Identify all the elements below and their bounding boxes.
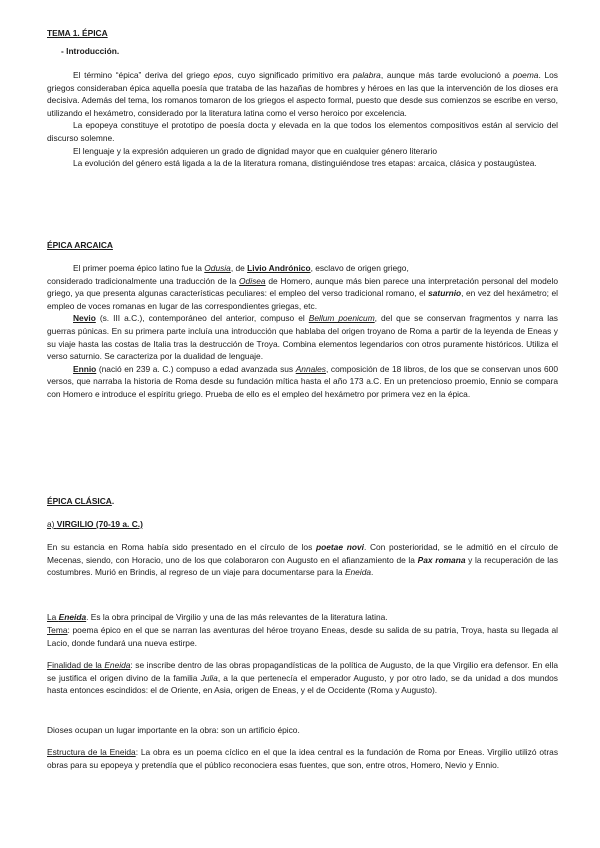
intro-paragraph-4: La evolución del género está ligada a la de la literatura romana, distinguiéndose tres etapas: arcaica, clásica y postaugústea. <box>73 158 537 169</box>
intro-paragraph-2: La epopeya constituye el prototipo de poesía docta y elevada en la que todos los elementos compositivos están al servicio del discurso solemne. <box>47 120 558 143</box>
intro-paragraph-1: El término “épica” deriva del griego epos, cuyo significado primitivo era palabra, aunque más tarde evolucionó a poema. Los griegos consideraban épica aquella poesía que trataba de las hazañas de hombres y héroes en las que la intervención de los dioses era decisiva. Además del tema, los romanos tomaron de los griegos el aspecto formal, puesto que desde sus comienzos se escribe en verso, utilizando el hexámetro, considerado por la literatura latina como el verso heroico por excelencia. <box>47 70 558 118</box>
intro-section <box>47 69 558 170</box>
virgilio-paragraph: En su estancia en Roma había sido presentado en el círculo de los poetae novi. Con posterioridad, se le admitió en el círculo de Mecenas, siendo, con Horacio, uno de los que colaboraron con Augusto en el afianzamiento de la Pax romana y la recuperación de las costumbres. Murió en Brindis, al regreso de un viaje para documentarse para la Eneida. <box>47 542 559 578</box>
arcaica-paragraph-1b: considerado tradicionalmente una traducción de la Odisea de Homero, aunque más bien parece una interpretación personal del modelo griego, ya que presenta algunas características peculiares: el empleo del verso tradicional romano, el saturnio, en vez del hexámetro; el empleo de voces romanas en lugar de las correspondientes griegas, etc. <box>47 275 558 311</box>
estructura-paragraph: Estructura de la Eneida: La obra es un poema cíclico en el que la idea central es la fundación de Roma por Eneas. Virgilio utilizó otras obras para su epopeya y pretendía que el público reconociera esas fuentes, que son, entre otros, Homero, Nevio y Ennio. <box>47 747 559 770</box>
tema-paragraph: Tema: poema épico en el que se narran las aventuras del héroe troyano Eneas, desde su salida de su patria, Troya, hasta su llegada al Lacio, donde fundará una nueva estirpe. <box>47 625 558 648</box>
document-title: TEMA 1. ÉPICA <box>47 28 108 38</box>
eneida-line: La Eneida. Es la obra principal de Virgilio y una de las más relevantes de la literatura latina. <box>47 612 388 622</box>
dioses-paragraph: Dioses ocupan un lugar importante en la obra: son un artificio épico. <box>47 725 300 735</box>
arcaica-section <box>47 262 558 401</box>
arcaica-paragraph-3: Ennio (nació en 239 a. C.) compuso a edad avanzada sus Annales, composición de 18 libros, de los que se conservan unos 600 versos, que narraba la historia de Roma desde su fundación mítica hasta el año 173 a.C. En un pretencioso proemio, Ennio se compara con Homero e introduce el espíritu griego. Prueba de ello es el empleo del hexámetro por primera vez en la épica. <box>47 363 558 399</box>
finalidad-paragraph: Finalidad de la Eneida: se inscribe dentro de las obras propagandísticas de la política de Augusto, de la que Virgilio era defensor. En ella se justifica el origen divino de la familia Julia, a la que pertenecía el emperador Augusto, y por otro lado, se da unidad a dos mundos hasta entonces escindidos: el de Oriente, en Asia, origen de Eneas, y el de Occidente (Roma y Augusto). <box>47 660 558 696</box>
clasica-heading: ÉPICA CLÁSICA. <box>47 496 115 506</box>
virgilio-heading: a) VIRGILIO (70-19 a. C.) <box>47 519 143 529</box>
arcaica-paragraph-1a: El primer poema épico latino fue la Odusia, de Livio Andrónico, esclavo de origen griego, <box>73 263 409 273</box>
intro-heading: - Introducción. <box>61 46 120 56</box>
intro-paragraph-3: El lenguaje y la expresión adquieren un grado de dignidad mayor que en cualquier género literario <box>73 145 438 156</box>
arcaica-heading: ÉPICA ARCAICA <box>47 240 113 250</box>
arcaica-paragraph-2: Nevio (s. III a.C.), contemporáneo del anterior, compuso el Bellum poenicum, del que se conservan fragmentos y narra las guerras púnicas. En su primera parte incluía una introducción que hablaba del origen troyano de Roma a partir de la leyenda de Eneas y su viaje hasta las costas de Italia tras la destrucción de Troya. Combina elementos legendarios con otros puramente históricos. Utiliza el verso saturnio. Se caracteriza por la dualidad de lenguaje. <box>47 313 558 362</box>
